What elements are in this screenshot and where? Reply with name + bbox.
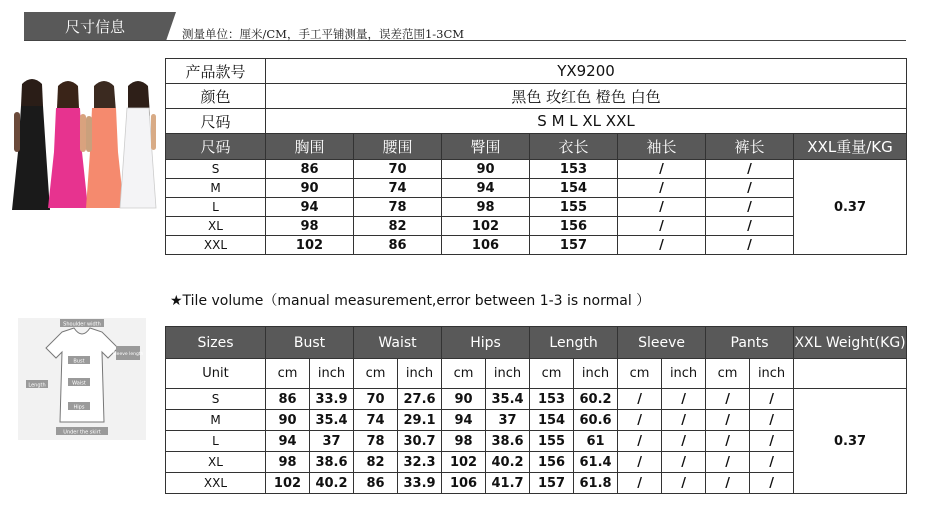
value-cell: 102 — [442, 452, 486, 473]
unit-cm: cm — [618, 359, 662, 389]
value-cell: 156 — [530, 452, 574, 473]
size-cell: L — [166, 198, 266, 217]
sketch-length-label: Length — [28, 382, 46, 389]
value-cell: / — [750, 431, 794, 452]
value-cell: 61.4 — [574, 452, 618, 473]
value-cell: 27.6 — [398, 389, 442, 410]
col-header: XXL Weight(KG) — [794, 327, 907, 359]
bust-cell: 90 — [266, 179, 354, 198]
col-header: Hips — [442, 327, 530, 359]
hips-cell: 102 — [442, 217, 530, 236]
value-cell: / — [706, 452, 750, 473]
sketch-bust-label: Bust — [73, 358, 85, 365]
col-header: 胸围 — [266, 134, 354, 160]
size-cell: S — [166, 160, 266, 179]
value-cell: 106 — [442, 473, 486, 494]
color-value: 黑色 玫红色 橙色 白色 — [266, 84, 907, 109]
size-label: 尺码 — [166, 109, 266, 134]
col-header: 尺码 — [166, 134, 266, 160]
unit-inch: inch — [486, 359, 530, 389]
value-cell: / — [706, 431, 750, 452]
unit-cm: cm — [530, 359, 574, 389]
value-cell: / — [618, 410, 662, 431]
waist-cell: 86 — [354, 236, 442, 255]
value-cell: / — [706, 473, 750, 494]
table-row — [166, 389, 907, 410]
value-cell: 82 — [354, 452, 398, 473]
table1-header-row — [166, 134, 907, 160]
unit-label: Unit — [166, 359, 266, 389]
value-cell: / — [706, 410, 750, 431]
unit-cm: cm — [354, 359, 398, 389]
size-table-english — [165, 326, 907, 494]
value-cell: 78 — [354, 431, 398, 452]
measurement-note: 测量单位：厘米/CM，手工平铺测量，误差范围1-3CM — [182, 27, 465, 41]
value-cell: 40.2 — [310, 473, 354, 494]
model-label: 产品款号 — [166, 59, 266, 84]
sleeve-cell: / — [618, 198, 706, 217]
weight-cell: 0.37 — [794, 160, 907, 255]
length-cell: 153 — [530, 160, 618, 179]
value-cell: 86 — [266, 389, 310, 410]
col-header: Length — [530, 327, 618, 359]
sleeve-cell: / — [618, 236, 706, 255]
col-header: 衣长 — [530, 134, 618, 160]
value-cell: 74 — [354, 410, 398, 431]
table-row — [166, 160, 907, 179]
value-cell: 60.2 — [574, 389, 618, 410]
size-value: S M L XL XXL — [266, 109, 907, 134]
value-cell: / — [750, 473, 794, 494]
hips-cell: 106 — [442, 236, 530, 255]
unit-inch: inch — [310, 359, 354, 389]
length-cell: 156 — [530, 217, 618, 236]
length-cell: 155 — [530, 198, 618, 217]
value-cell: 157 — [530, 473, 574, 494]
col-header: Sizes — [166, 327, 266, 359]
value-cell: / — [618, 452, 662, 473]
size-cell: L — [166, 431, 266, 452]
col-header: Waist — [354, 327, 442, 359]
sleeve-cell: / — [618, 217, 706, 236]
value-cell: 32.3 — [398, 452, 442, 473]
unit-inch: inch — [398, 359, 442, 389]
value-cell: 102 — [266, 473, 310, 494]
value-cell: 38.6 — [310, 452, 354, 473]
waist-cell: 82 — [354, 217, 442, 236]
value-cell: 33.9 — [398, 473, 442, 494]
value-cell: 38.6 — [486, 431, 530, 452]
col-header: 臀围 — [442, 134, 530, 160]
value-cell: / — [662, 473, 706, 494]
col-header: Pants — [706, 327, 794, 359]
value-cell: / — [618, 431, 662, 452]
value-cell: / — [750, 452, 794, 473]
size-info-tab — [24, 12, 166, 41]
value-cell: 37 — [486, 410, 530, 431]
sketch-hem-label: Under the skirt — [63, 429, 101, 436]
value-cell: 70 — [354, 389, 398, 410]
size-table-chinese — [165, 58, 907, 255]
waist-cell: 70 — [354, 160, 442, 179]
value-cell: 98 — [442, 431, 486, 452]
unit-cm: cm — [706, 359, 750, 389]
unit-cm: cm — [266, 359, 310, 389]
unit-cm: cm — [442, 359, 486, 389]
sleeve-cell: / — [618, 160, 706, 179]
unit-inch: inch — [662, 359, 706, 389]
value-cell: 29.1 — [398, 410, 442, 431]
size-info-tab-label: 尺寸信息 — [64, 18, 125, 36]
pants-cell: / — [706, 160, 794, 179]
tile-volume-note: ★Tile volume（manual measurement,error between 1-3 is normal ） — [170, 293, 651, 309]
size-cell: M — [166, 179, 266, 198]
hips-cell: 98 — [442, 198, 530, 217]
length-cell: 157 — [530, 236, 618, 255]
value-cell: 61 — [574, 431, 618, 452]
value-cell: 60.6 — [574, 410, 618, 431]
value-cell: / — [618, 473, 662, 494]
value-cell: / — [662, 389, 706, 410]
col-header: 袖长 — [618, 134, 706, 160]
value-cell: 33.9 — [310, 389, 354, 410]
unit-inch: inch — [574, 359, 618, 389]
value-cell: 35.4 — [486, 389, 530, 410]
value-cell: 154 — [530, 410, 574, 431]
col-header: Sleeve — [618, 327, 706, 359]
value-cell: / — [662, 452, 706, 473]
unit-row — [166, 359, 907, 389]
value-cell: / — [662, 410, 706, 431]
length-cell: 154 — [530, 179, 618, 198]
hips-cell: 94 — [442, 179, 530, 198]
weight-cell: 0.37 — [794, 389, 907, 494]
unit-inch: inch — [750, 359, 794, 389]
size-cell: S — [166, 389, 266, 410]
value-cell: 90 — [442, 389, 486, 410]
size-cell: XXL — [166, 236, 266, 255]
value-cell: 41.7 — [486, 473, 530, 494]
value-cell: / — [750, 389, 794, 410]
sleeve-cell: / — [618, 179, 706, 198]
size-cell: M — [166, 410, 266, 431]
header-divider — [24, 40, 906, 41]
bust-cell: 94 — [266, 198, 354, 217]
size-cell: XL — [166, 217, 266, 236]
value-cell: 86 — [354, 473, 398, 494]
value-cell: / — [706, 389, 750, 410]
sketch-shoulder-label: Shoulder width — [63, 321, 101, 328]
waist-cell: 78 — [354, 198, 442, 217]
value-cell: 90 — [266, 410, 310, 431]
size-cell: XL — [166, 452, 266, 473]
hips-cell: 90 — [442, 160, 530, 179]
value-cell: 94 — [442, 410, 486, 431]
unit-empty — [794, 359, 907, 389]
value-cell: / — [750, 410, 794, 431]
value-cell: 153 — [530, 389, 574, 410]
value-cell: / — [662, 431, 706, 452]
pants-cell: / — [706, 236, 794, 255]
model-value: YX9200 — [266, 59, 907, 84]
col-header: XXL重量/KG — [794, 134, 907, 160]
bust-cell: 102 — [266, 236, 354, 255]
bust-cell: 98 — [266, 217, 354, 236]
pants-cell: / — [706, 179, 794, 198]
sketch-hips-label: Hips — [73, 404, 85, 411]
value-cell: 37 — [310, 431, 354, 452]
measurement-sketch — [18, 318, 146, 440]
value-cell: 35.4 — [310, 410, 354, 431]
col-header: 裤长 — [706, 134, 794, 160]
value-cell: 155 — [530, 431, 574, 452]
bust-cell: 86 — [266, 160, 354, 179]
col-header: Bust — [266, 327, 354, 359]
value-cell: 94 — [266, 431, 310, 452]
color-label: 颜色 — [166, 84, 266, 109]
pants-cell: / — [706, 198, 794, 217]
col-header: 腰围 — [354, 134, 442, 160]
product-photo — [8, 72, 158, 214]
value-cell: 40.2 — [486, 452, 530, 473]
value-cell: / — [618, 389, 662, 410]
value-cell: 61.8 — [574, 473, 618, 494]
sketch-sleeve-label: Sleeve length — [112, 352, 144, 357]
value-cell: 30.7 — [398, 431, 442, 452]
size-cell: XXL — [166, 473, 266, 494]
sketch-waist-label: Waist — [72, 380, 86, 387]
table2-header-row — [166, 327, 907, 359]
value-cell: 98 — [266, 452, 310, 473]
pants-cell: / — [706, 217, 794, 236]
waist-cell: 74 — [354, 179, 442, 198]
